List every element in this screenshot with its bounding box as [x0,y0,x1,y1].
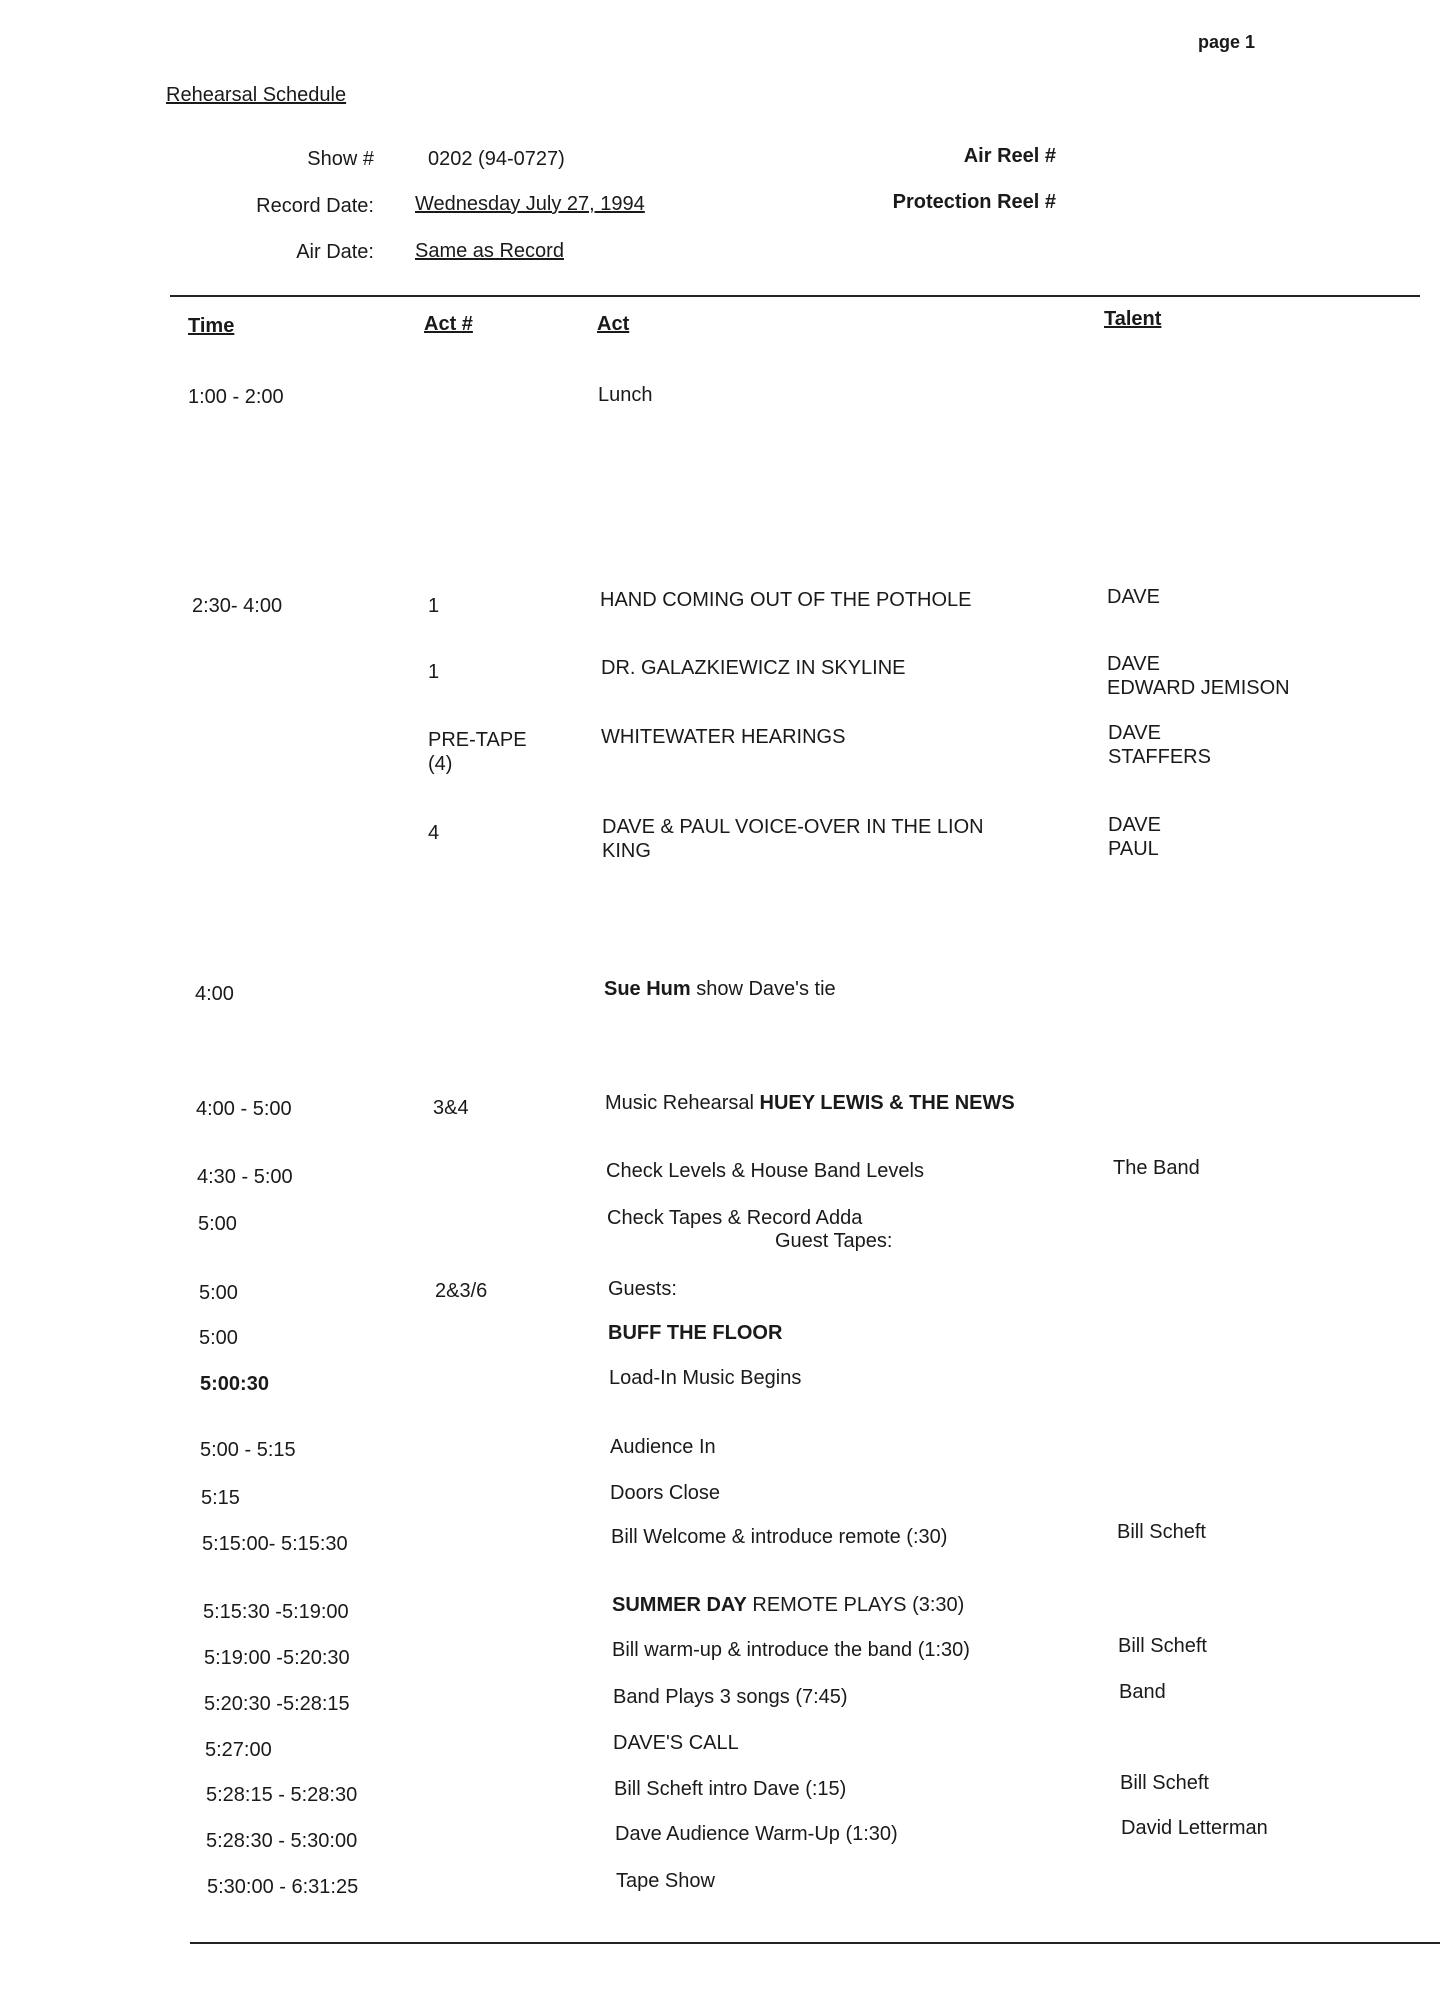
row-act: DAVE & PAUL VOICE-OVER IN THE LION KING [602,816,984,862]
row-act: Dave Audience Warm-Up (1:30) [615,1823,898,1845]
column-act: Act [597,313,630,335]
air-date-value: Same as Record [415,240,564,262]
row-time: 5:20:30 -5:28:15 [204,1693,350,1715]
row-talent: Bill Scheft [1120,1772,1209,1794]
row-act: Load-In Music Begins [609,1367,802,1389]
row-act: Doors Close [610,1482,721,1504]
show-label: Show # [307,148,374,170]
row-time: 5:30:00 - 6:31:25 [207,1876,359,1898]
act-text: show Dave's tie [690,978,836,1000]
row-time: 5:00 [199,1282,238,1304]
record-date-value: Wednesday July 27, 1994 [415,193,645,215]
header-rule [170,295,1420,297]
column-time: Time [188,315,235,337]
row-time: 4:30 - 5:00 [197,1166,293,1188]
act-text: Music Rehearsal [605,1092,760,1114]
row-act: Audience In [610,1436,716,1458]
row-act: Check Tapes & Record Adda [607,1207,863,1229]
act-bold-text: SUMMER DAY [612,1594,747,1616]
row-time: 4:00 - 5:00 [196,1098,292,1120]
row-talent: Bill Scheft [1118,1635,1207,1657]
row-act-number: 4 [428,822,440,844]
row-time: 5:00:30 [200,1373,269,1395]
row-talent: DAVE [1107,586,1160,608]
act-bold-text: HUEY LEWIS & THE NEWS [759,1092,1015,1114]
row-time: 4:00 [195,983,234,1005]
row-talent: DAVE EDWARD JEMISON [1107,653,1290,699]
protection-reel-label: Protection Reel # [892,191,1056,213]
row-act: Band Plays 3 songs (7:45) [613,1686,848,1708]
act-text: REMOTE PLAYS (3:30) [746,1594,965,1616]
row-act-number: 1 [428,595,440,617]
row-act: DAVE'S CALL [613,1732,739,1754]
row-act-number: PRE-TAPE (4) [428,729,527,775]
air-reel-label: Air Reel # [963,145,1056,167]
row-time: 5:27:00 [205,1739,272,1761]
row-act: Lunch [598,384,653,406]
column-act-number: Act # [424,313,473,335]
footer-rule [190,1942,1440,1944]
row-talent: The Band [1113,1157,1200,1179]
row-act: Check Levels & House Band Levels [606,1160,924,1182]
row-time: 5:00 [199,1327,238,1349]
page-number: page 1 [1198,32,1256,52]
row-time: 5:19:00 -5:20:30 [204,1647,350,1669]
row-talent: David Letterman [1121,1817,1268,1839]
row-act: Guests: [608,1278,677,1300]
row-time: 2:30- 4:00 [192,595,283,617]
row-time: 1:00 - 2:00 [188,386,284,408]
row-talent: DAVE STAFFERS [1108,722,1211,768]
row-act [605,1091,1015,1115]
air-date-label: Air Date: [296,241,374,263]
row-act: Tape Show [616,1870,715,1892]
row-time: 5:15:00- 5:15:30 [202,1533,348,1555]
row-time: 5:28:15 - 5:28:30 [206,1784,358,1806]
row-talent: Band [1119,1681,1166,1703]
act-bold-text: Sue Hum [604,978,691,1000]
row-talent: Bill Scheft [1117,1521,1206,1543]
row-act: Bill Scheft intro Dave (:15) [614,1778,847,1800]
record-date-label: Record Date: [256,195,374,217]
column-talent: Talent [1104,308,1162,330]
row-act-second-line: Guest Tapes: [775,1230,893,1252]
row-act [604,977,836,1001]
row-act: Bill Welcome & introduce remote (:30) [611,1526,948,1548]
row-act: HAND COMING OUT OF THE POTHOLE [600,589,972,611]
row-act: Bill warm-up & introduce the band (1:30) [612,1639,970,1661]
show-value: 0202 (94-0727) [428,148,565,170]
row-time: 5:28:30 - 5:30:00 [206,1830,358,1852]
row-act: WHITEWATER HEARINGS [601,726,846,748]
document-title: Rehearsal Schedule [166,84,347,106]
row-act: BUFF THE FLOOR [608,1322,783,1344]
row-act-number: 2&3/6 [435,1280,488,1302]
row-time: 5:00 [198,1213,237,1235]
row-act-number: 3&4 [433,1097,469,1119]
row-time: 5:00 - 5:15 [200,1439,296,1461]
row-time: 5:15 [201,1487,240,1509]
row-act: DR. GALAZKIEWICZ IN SKYLINE [601,657,906,679]
row-talent: DAVE PAUL [1108,814,1161,860]
row-act [612,1593,964,1617]
row-act-number: 1 [428,661,440,683]
row-time: 5:15:30 -5:19:00 [203,1601,349,1623]
